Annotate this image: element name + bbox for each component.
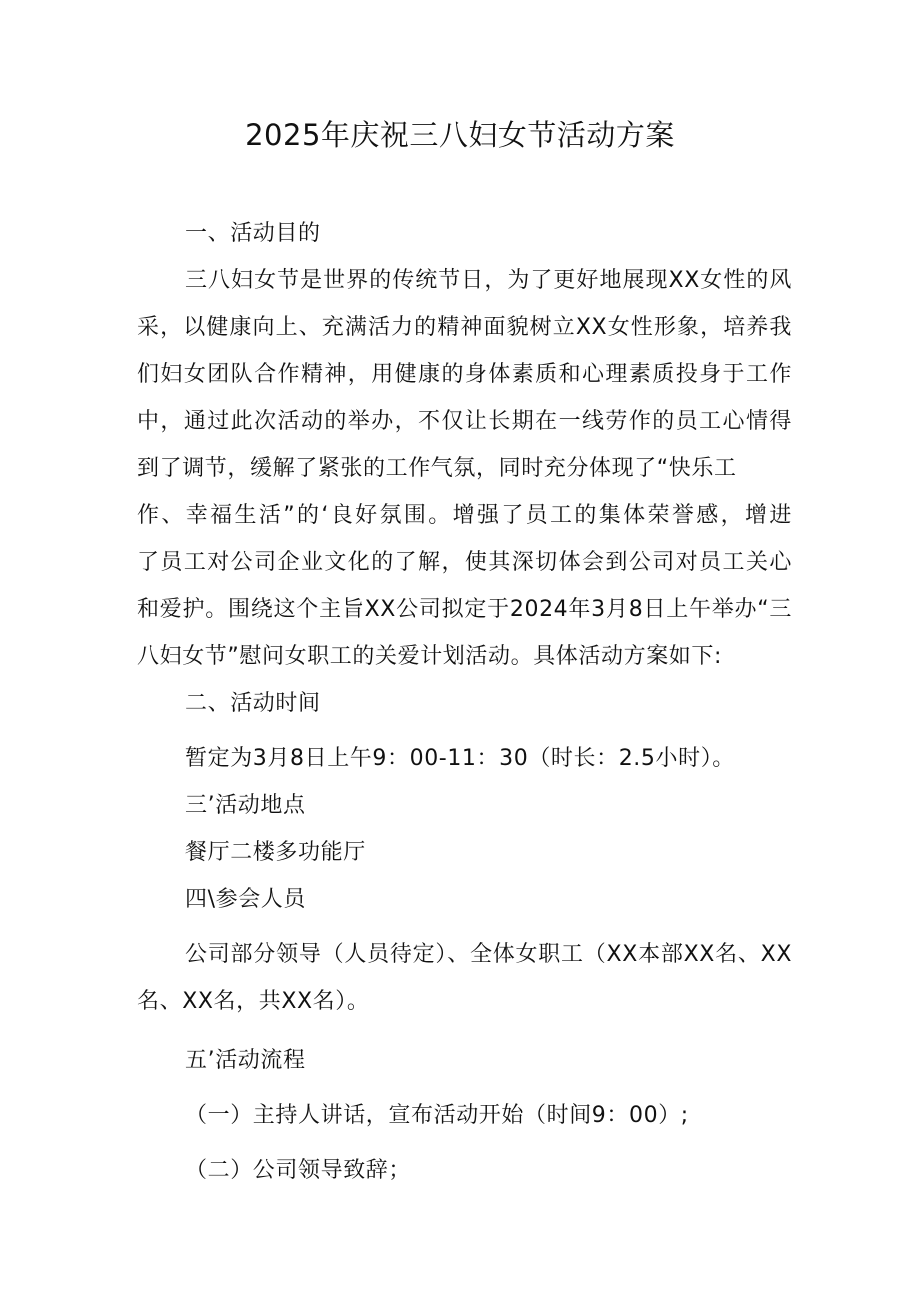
- document-body: [137, 210, 792, 1194]
- participants-line: 名、XX名，共XX名）。: [137, 989, 370, 1014]
- section-heading-location: 三’活动地点: [185, 793, 306, 818]
- paragraph-line: 采，以健康向上、充满活力的精神面貌树立XX女性形象，培养我: [137, 315, 792, 340]
- paragraph-line: 三八妇女节是世界的传统节日，为了更好地展现XX女性的风: [185, 268, 792, 293]
- section-heading-participants: 四\参会人员: [185, 887, 307, 912]
- paragraph-line: 和爱护。围绕这个主旨XX公司拟定于2024年3月8日上午举办“三: [137, 597, 792, 622]
- document-title: 2025年庆祝三八妇女节活动方案: [245, 118, 675, 152]
- section-heading-process: 五’活动流程: [185, 1048, 306, 1073]
- paragraph-line: 作、幸福生活”的‘良好氛围。增强了员工的集体荣誉感，增进: [137, 503, 792, 528]
- paragraph-line: 中，通过此次活动的举办，不仅让长期在一线劳作的员工心情得: [137, 409, 792, 434]
- process-step-2: （二）公司领导致辞；: [185, 1158, 412, 1183]
- activity-location-text: 餐厅二楼多功能厅: [185, 840, 366, 865]
- paragraph-line: 们妇女团队合作精神，用健康的身体素质和心理素质投身于工作: [137, 362, 792, 387]
- paragraph-line: 到了调节，缓解了紧张的工作气氛，同时充分体现了“快乐工: [137, 456, 737, 481]
- section-heading-purpose: 一、活动目的: [185, 221, 321, 246]
- activity-time-text: 暂定为3月8日上午9：00-11：30（时长：2.5小时）。: [185, 746, 735, 771]
- paragraph-line: 八妇女节”慰问女职工的关爱计划活动。具体活动方案如下:: [137, 644, 723, 669]
- paragraph-line: 了员工对公司企业文化的了解，使其深切体会到公司对员工关心: [137, 550, 792, 575]
- process-step-1: （一）主持人讲话，宣布活动开始（时间9：00）;: [185, 1103, 689, 1128]
- participants-line: 公司部分领导（人员待定）、全体女职工（XX本部XX名、XX: [185, 942, 792, 967]
- section-heading-time: 二、活动时间: [185, 691, 321, 716]
